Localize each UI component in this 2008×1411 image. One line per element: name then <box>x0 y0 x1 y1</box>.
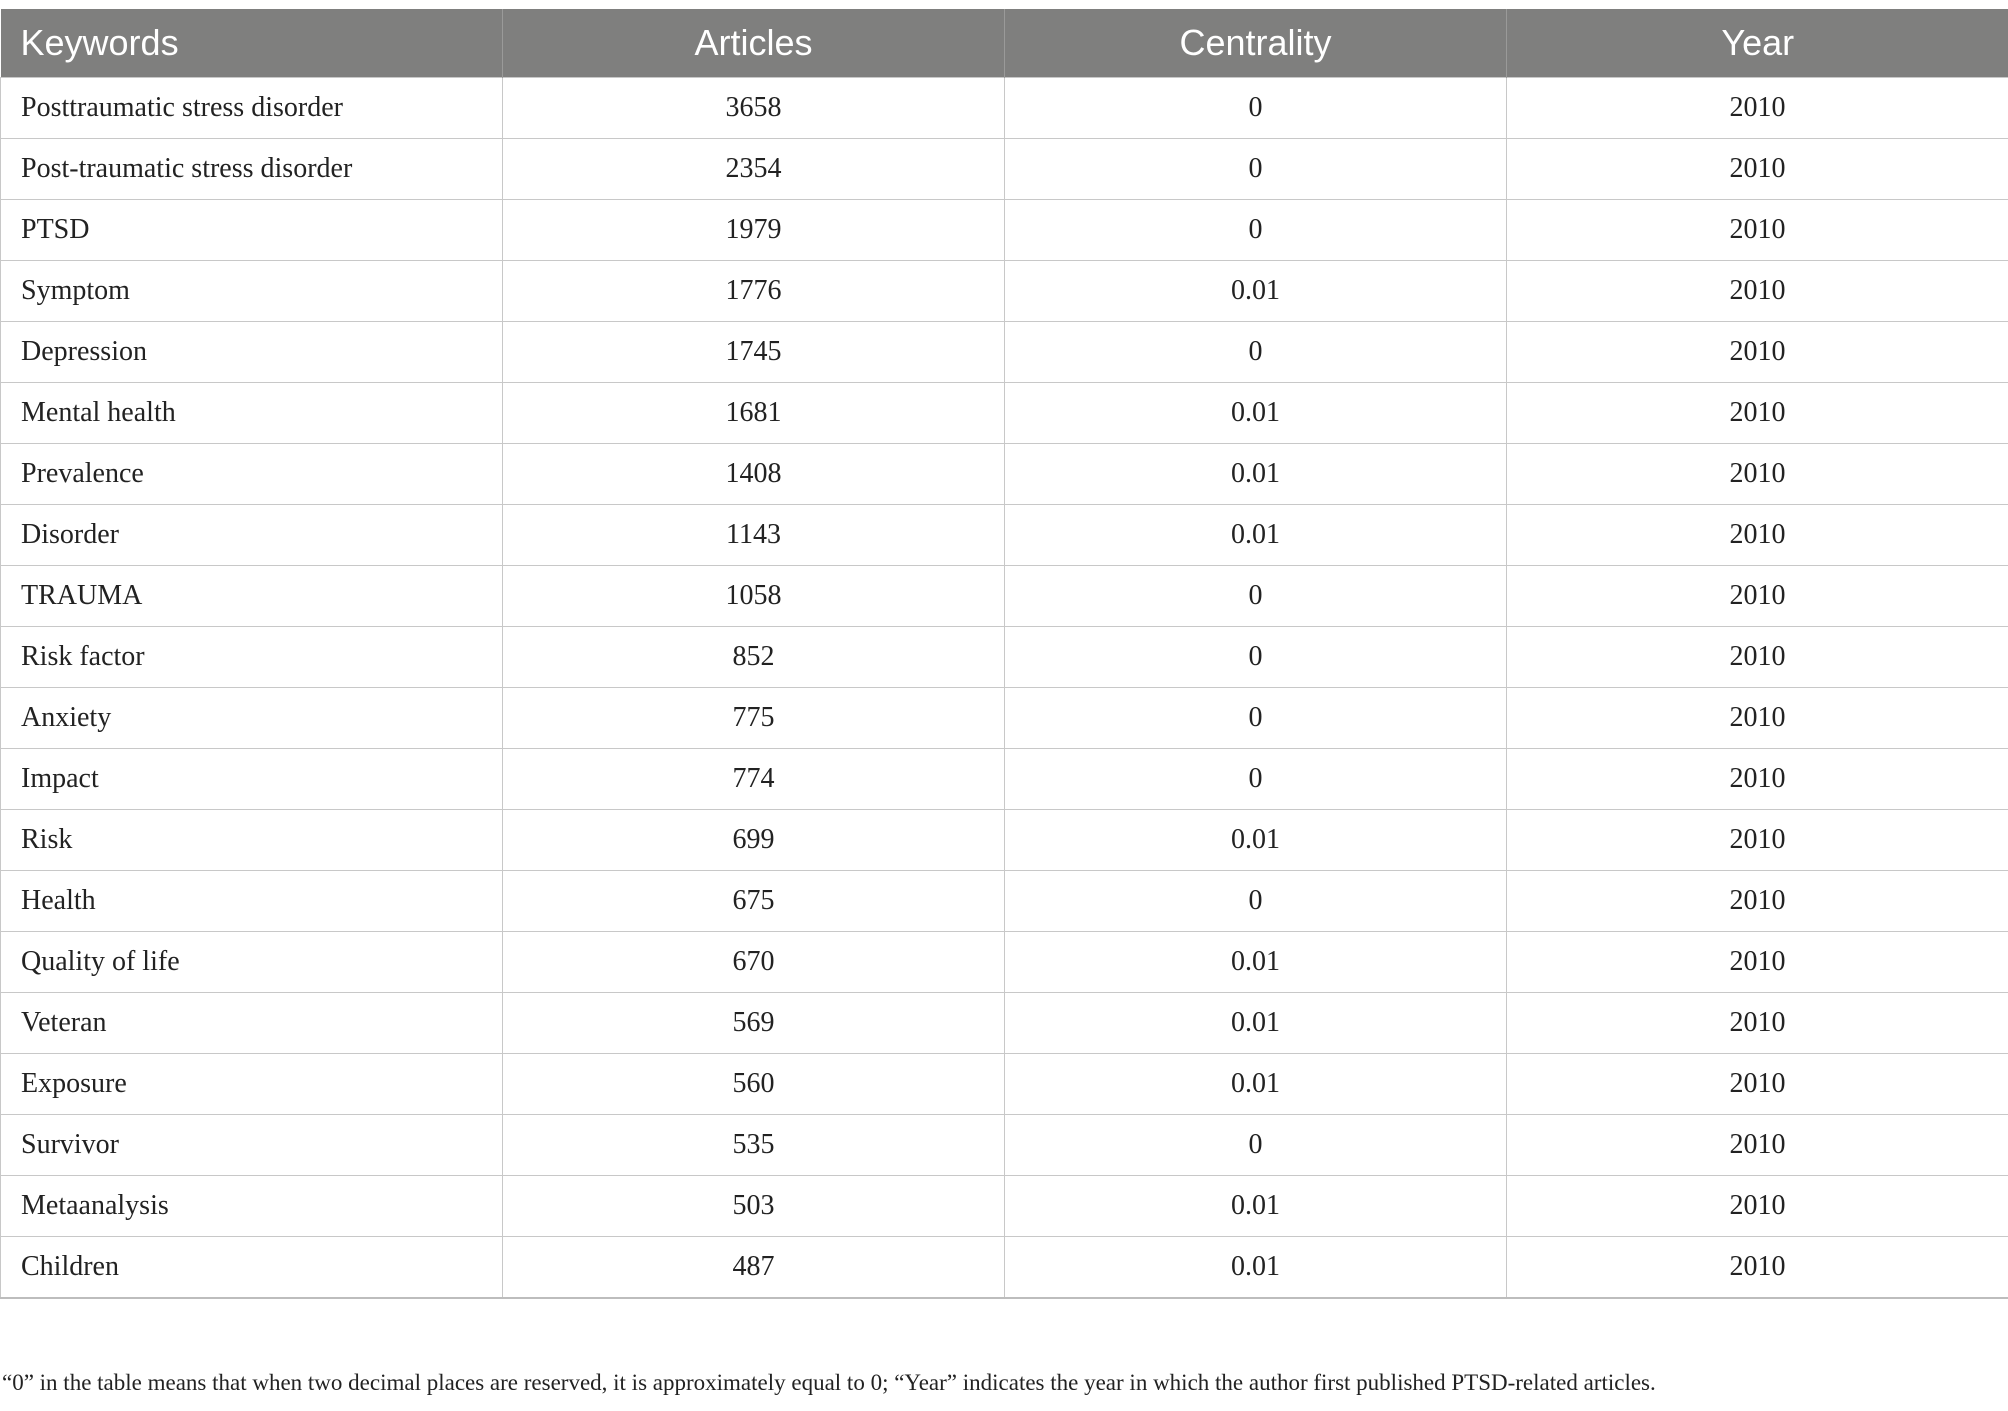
table-header <box>1 9 2008 78</box>
header-articles: Articles <box>503 9 1005 78</box>
year-cell: 2010 <box>1507 1054 2008 1115</box>
keywords-table <box>0 9 2008 1299</box>
table-row <box>1 627 2008 688</box>
year-cell: 2010 <box>1507 383 2008 444</box>
articles-cell: 2354 <box>503 139 1005 200</box>
year-cell: 2010 <box>1507 322 2008 383</box>
centrality-cell: 0 <box>1005 1115 1507 1176</box>
articles-cell: 1143 <box>503 505 1005 566</box>
year-cell: 2010 <box>1507 200 2008 261</box>
table-row <box>1 261 2008 322</box>
keyword-cell: Mental health <box>1 383 503 444</box>
year-cell: 2010 <box>1507 261 2008 322</box>
table-row <box>1 688 2008 749</box>
keyword-cell: Impact <box>1 749 503 810</box>
year-cell: 2010 <box>1507 566 2008 627</box>
year-cell: 2010 <box>1507 78 2008 139</box>
keyword-cell: Risk factor <box>1 627 503 688</box>
centrality-cell: 0.01 <box>1005 932 1507 993</box>
centrality-cell: 0 <box>1005 627 1507 688</box>
centrality-cell: 0.01 <box>1005 261 1507 322</box>
table-row <box>1 566 2008 627</box>
keyword-cell: Quality of life <box>1 932 503 993</box>
articles-cell: 1745 <box>503 322 1005 383</box>
table-row <box>1 139 2008 200</box>
centrality-cell: 0.01 <box>1005 444 1507 505</box>
keyword-cell: Survivor <box>1 1115 503 1176</box>
articles-cell: 569 <box>503 993 1005 1054</box>
centrality-cell: 0.01 <box>1005 505 1507 566</box>
articles-cell: 675 <box>503 871 1005 932</box>
year-cell: 2010 <box>1507 627 2008 688</box>
centrality-cell: 0 <box>1005 139 1507 200</box>
centrality-cell: 0 <box>1005 688 1507 749</box>
year-cell: 2010 <box>1507 1176 2008 1237</box>
keyword-cell: Risk <box>1 810 503 871</box>
year-cell: 2010 <box>1507 932 2008 993</box>
keyword-cell: Children <box>1 1237 503 1299</box>
header-row <box>1 9 2008 78</box>
keyword-cell: Posttraumatic stress disorder <box>1 78 503 139</box>
centrality-cell: 0 <box>1005 78 1507 139</box>
keyword-cell: Post-traumatic stress disorder <box>1 139 503 200</box>
year-cell: 2010 <box>1507 1115 2008 1176</box>
articles-cell: 535 <box>503 1115 1005 1176</box>
keyword-cell: Veteran <box>1 993 503 1054</box>
table-row <box>1 1054 2008 1115</box>
keyword-cell: TRAUMA <box>1 566 503 627</box>
table-row <box>1 1237 2008 1299</box>
table-row <box>1 932 2008 993</box>
header-year: Year <box>1507 9 2008 78</box>
keyword-cell: Metaanalysis <box>1 1176 503 1237</box>
table-row <box>1 871 2008 932</box>
table-row <box>1 322 2008 383</box>
articles-cell: 1979 <box>503 200 1005 261</box>
year-cell: 2010 <box>1507 688 2008 749</box>
centrality-cell: 0 <box>1005 749 1507 810</box>
keyword-cell: Exposure <box>1 1054 503 1115</box>
articles-cell: 699 <box>503 810 1005 871</box>
header-keywords: Keywords <box>1 9 503 78</box>
year-cell: 2010 <box>1507 139 2008 200</box>
year-cell: 2010 <box>1507 444 2008 505</box>
articles-cell: 1776 <box>503 261 1005 322</box>
table-row <box>1 749 2008 810</box>
articles-cell: 1681 <box>503 383 1005 444</box>
keyword-cell: Depression <box>1 322 503 383</box>
articles-cell: 852 <box>503 627 1005 688</box>
centrality-cell: 0 <box>1005 322 1507 383</box>
keyword-cell: PTSD <box>1 200 503 261</box>
articles-cell: 1058 <box>503 566 1005 627</box>
centrality-cell: 0 <box>1005 566 1507 627</box>
centrality-cell: 0.01 <box>1005 383 1507 444</box>
articles-cell: 3658 <box>503 78 1005 139</box>
centrality-cell: 0.01 <box>1005 1176 1507 1237</box>
keyword-cell: Health <box>1 871 503 932</box>
articles-cell: 775 <box>503 688 1005 749</box>
table-row <box>1 200 2008 261</box>
table-row <box>1 78 2008 139</box>
table-row <box>1 1115 2008 1176</box>
articles-cell: 503 <box>503 1176 1005 1237</box>
articles-cell: 487 <box>503 1237 1005 1299</box>
centrality-cell: 0.01 <box>1005 1054 1507 1115</box>
articles-cell: 560 <box>503 1054 1005 1115</box>
centrality-cell: 0.01 <box>1005 1237 1507 1299</box>
articles-cell: 670 <box>503 932 1005 993</box>
header-centrality: Centrality <box>1005 9 1507 78</box>
table-row <box>1 1176 2008 1237</box>
articles-cell: 774 <box>503 749 1005 810</box>
keywords-table-container <box>0 9 2008 1299</box>
year-cell: 2010 <box>1507 505 2008 566</box>
table-row <box>1 505 2008 566</box>
table-footnote: “0” in the table means that when two decimal places are reserved, it is approximately equal to 0; “Year” indicates the year in which the author first published PTSD-related articles. <box>2 1370 1656 1395</box>
keyword-cell: Prevalence <box>1 444 503 505</box>
table-row <box>1 993 2008 1054</box>
table-row <box>1 810 2008 871</box>
table-row <box>1 444 2008 505</box>
table-body <box>1 78 2008 1299</box>
centrality-cell: 0.01 <box>1005 993 1507 1054</box>
table-row <box>1 383 2008 444</box>
centrality-cell: 0.01 <box>1005 810 1507 871</box>
year-cell: 2010 <box>1507 810 2008 871</box>
keyword-cell: Disorder <box>1 505 503 566</box>
year-cell: 2010 <box>1507 1237 2008 1299</box>
centrality-cell: 0 <box>1005 200 1507 261</box>
keyword-cell: Symptom <box>1 261 503 322</box>
year-cell: 2010 <box>1507 993 2008 1054</box>
centrality-cell: 0 <box>1005 871 1507 932</box>
articles-cell: 1408 <box>503 444 1005 505</box>
year-cell: 2010 <box>1507 871 2008 932</box>
keyword-cell: Anxiety <box>1 688 503 749</box>
year-cell: 2010 <box>1507 749 2008 810</box>
